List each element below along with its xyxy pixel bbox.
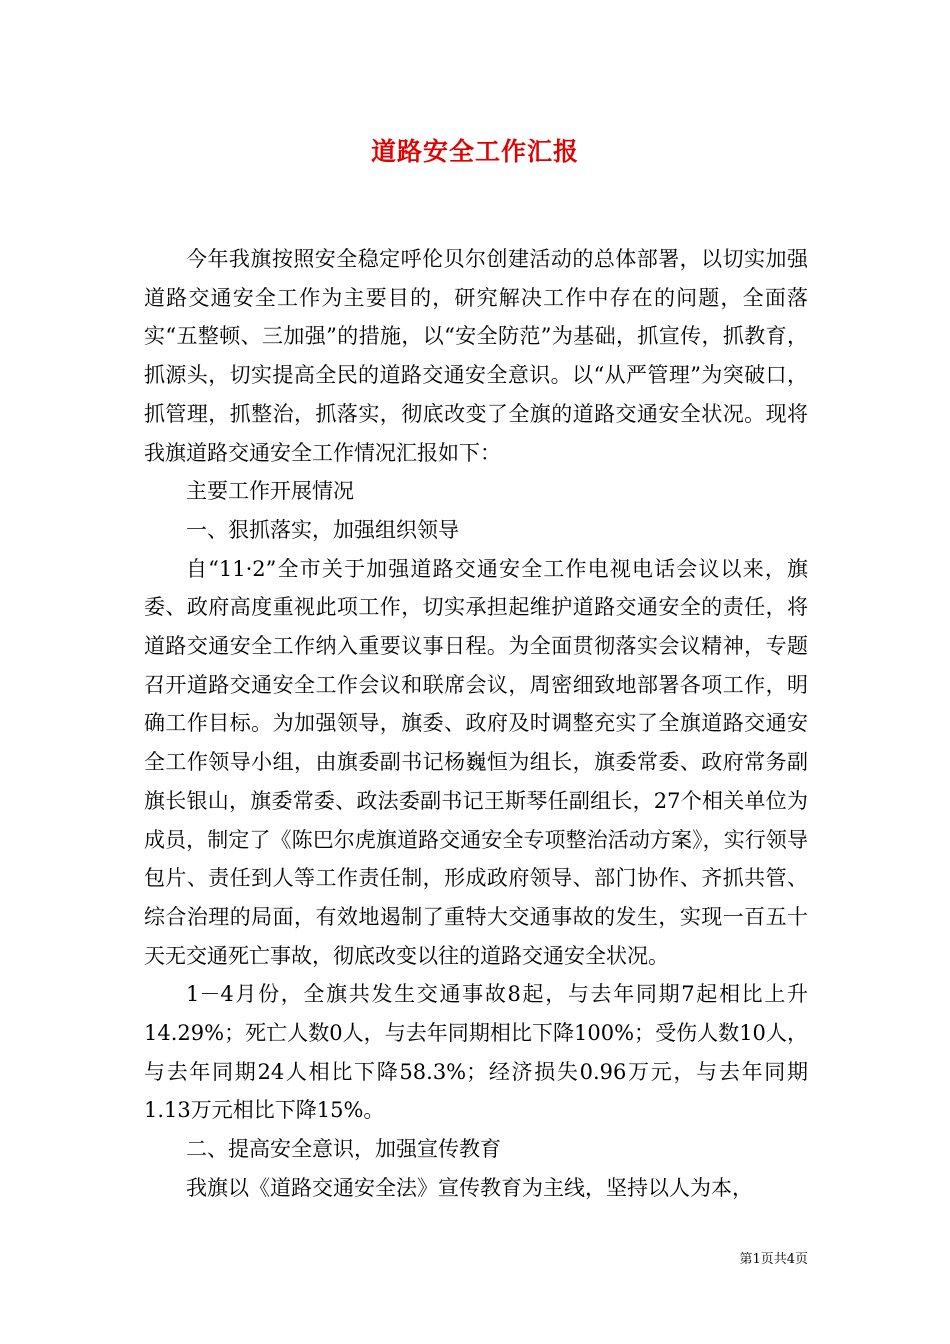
statistics-paragraph: 1－4月份，全旗共发生交通事故8起，与去年同期7起相比上升14.29%；死亡人数0人，与去年同期相比下降100%；受伤人数10人，与去年同期24人相比下降58.3%；经济损失0.96万元，与去年同期1.13万元相比下降15%。 — [144, 982, 808, 1123]
section-2-paragraph: 我旗以《道路交通安全法》宣传教育为主线，坚持以人为本， — [186, 1175, 753, 1200]
section-heading-main: 主要工作开展情况 — [186, 479, 354, 504]
page-number-footer: 第1页共4页 — [739, 1252, 808, 1267]
document-body — [144, 240, 808, 1208]
section-heading-1: 一、狠抓落实，加强组织领导 — [186, 517, 459, 542]
intro-paragraph: 今年我旗按照安全稳定呼伦贝尔创建活动的总体部署，以切实加强道路交通安全工作为主要目的，研究解决工作中存在的问题，全面落实“五整顿、三加强”的措施，以“安全防范”为基础，抓宣传，抓教育，抓源头，切实提高全民的道路交通安全意识。以“从严管理”为突破口，抓管理，抓整治，抓落实，彻底改变了全旗的道路交通安全状况。现将我旗道路交通安全工作情况汇报如下： — [144, 247, 808, 465]
section-1-paragraph: 自“11·2”全市关于加强道路交通安全工作电视电话会议以来，旗委、政府高度重视此项工作，切实承担起维护道路交通安全的责任，将道路交通安全工作纳入重要议事日程。为全面贯彻落实会议精神，专题召开道路交通安全工作会议和联席会议，周密细致地部署各项工作，明确工作目标。为加强领导，旗委、政府及时调整充实了全旗道路交通安全工作领导小组，由旗委副书记杨巍恒为组长，旗委常委、政府常务副旗长银山，旗委常委、政法委副书记王斯琴任副组长，27个相关单位为成员，制定了《陈巴尔虎旗道路交通安全专项整治活动方案》，实行领导包片、责任到人等工作责任制，形成政府领导、部门协作、齐抓共管、综合治理的局面，有效地遏制了重特大交通事故的发生，实现一百五十天无交通死亡事故，彻底改变以往的道路交通安全状况。 — [144, 556, 808, 968]
document-title: 道路安全工作汇报 — [370, 137, 579, 166]
section-heading-2: 二、提高安全意识，加强宣传教育 — [186, 1137, 501, 1162]
